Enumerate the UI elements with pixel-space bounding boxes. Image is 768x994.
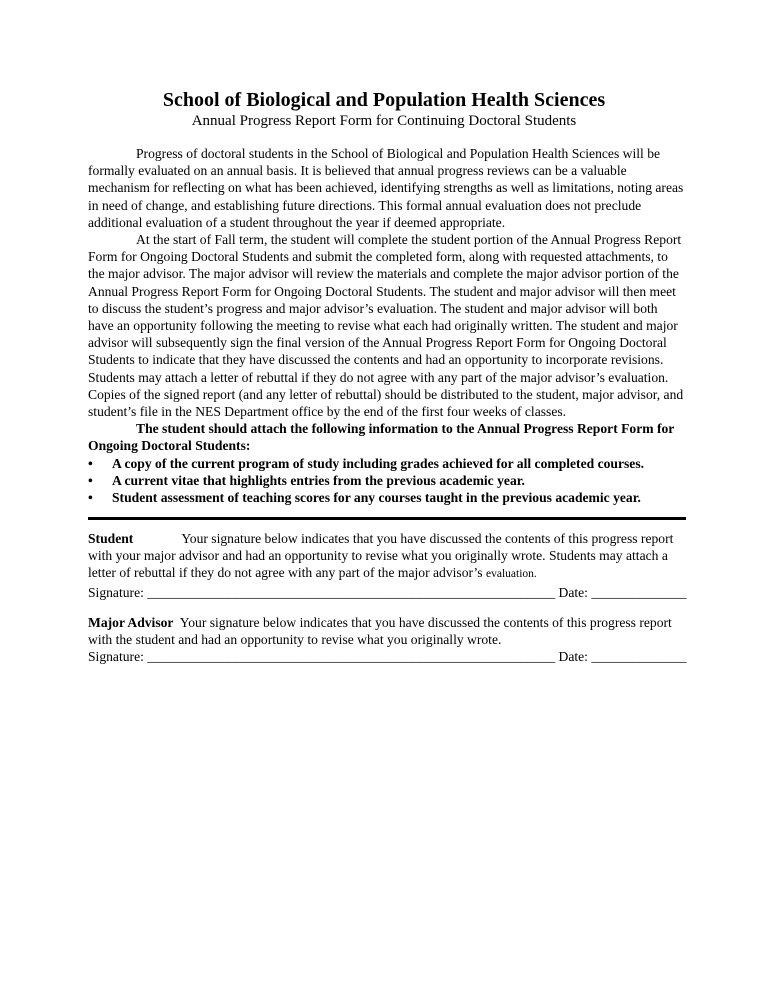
- intro-paragraph: Progress of doctoral students in the School of Biological and Population Health Sciences will be formally evaluated on an annual basis. It is believed that annual progress reviews can be a valuable mechanism for reflecting on what has been achieved, identifying strengths as well as limitations, noting areas in need of change, and establishing future directions. This formal annual evaluation does not preclude additional evaluation of a student throughout the year if deemed appropriate.: [88, 146, 684, 230]
- bullet-icon: •: [88, 472, 93, 488]
- student-text: Your signature below indicates that you have discussed the contents of this progress report with your major advisor and had an opportunity to revise what you originally wrote. Students may attach a letter of rebuttal if they do not agree with any part of the major advisor’s: [88, 531, 674, 581]
- advisor-label: Major Advisor: [88, 615, 174, 630]
- student-text-small: evaluation.: [486, 568, 537, 581]
- student-statement: [88, 530, 684, 584]
- attachment-item: [88, 489, 684, 506]
- advisor-date-label: Date:: [558, 649, 588, 665]
- student-date-label: Date:: [558, 584, 588, 600]
- bullet-icon: •: [88, 490, 93, 506]
- attachment-text: A copy of the current program of study including grades achieved for all completed courses.: [112, 455, 645, 471]
- advisor-signature-row: [88, 648, 687, 665]
- bullet-icon: •: [88, 455, 93, 471]
- student-label: Student: [88, 531, 134, 546]
- student-signature-field[interactable]: ____________________________________________________________: [147, 584, 556, 600]
- student-signature-label: Signature:: [88, 584, 144, 600]
- advisor-signature-label: Signature:: [88, 649, 144, 665]
- document-title: School of Biological and Population Health Sciences: [162, 89, 606, 111]
- student-signature-section: [88, 530, 687, 601]
- student-date-field[interactable]: ______________: [591, 584, 687, 600]
- advisor-signature-section: [88, 614, 687, 666]
- attachment-text: Student assessment of teaching scores for any courses taught in the previous academic year.: [112, 490, 641, 506]
- student-signature-row: [88, 584, 687, 601]
- process-paragraph: At the start of Fall term, the student will complete the student portion of the Annual Progress Report Form for Ongoing Doctoral Students and submit the completed form, along with requested attachments, to the major advisor. The major advisor will review the materials and complete the major advisor portion of the Annual Progress Report Form for Ongoing Doctoral Students. The student and major advisor will then meet to discuss the student’s progress and major advisor’s evaluation. The student and major advisor will both have an opportunity following the meeting to revise what each had originally written. The student and major advisor will subsequently sign the final version of the Annual Progress Report Form for Ongoing Doctoral Students to indicate that they have discussed the contents and had an opportunity to incorporate revisions. Students may attach a letter of rebuttal if they do not agree with any part of the major advisor’s evaluation. Copies of the signed report (and any letter of rebuttal) should be distributed to the student, major advisor, and student’s file in the NES Department office by the end of the first four weeks of classes.: [88, 232, 684, 420]
- document-body: [88, 145, 684, 506]
- document-subtitle: Annual Progress Report Form for Continuing Doctoral Students: [191, 113, 577, 129]
- attachment-text: A current vitae that highlights entries from the previous academic year.: [112, 472, 525, 488]
- advisor-date-field[interactable]: ______________: [591, 649, 687, 665]
- attachment-item: [88, 472, 684, 489]
- advisor-signature-field[interactable]: ____________________________________________________________: [147, 649, 556, 665]
- attachments-list: [88, 455, 684, 507]
- attachment-item: [88, 455, 684, 472]
- section-divider: [88, 517, 686, 520]
- advisor-statement: [88, 614, 684, 648]
- attachments-lead: The student should attach the following information to the Annual Progress Report Form for Ongoing Doctoral Students:: [88, 421, 675, 454]
- advisor-text: Your signature below indicates that you have discussed the contents of this progress report with the student and had an opportunity to revise what you originally wrote.: [88, 615, 672, 648]
